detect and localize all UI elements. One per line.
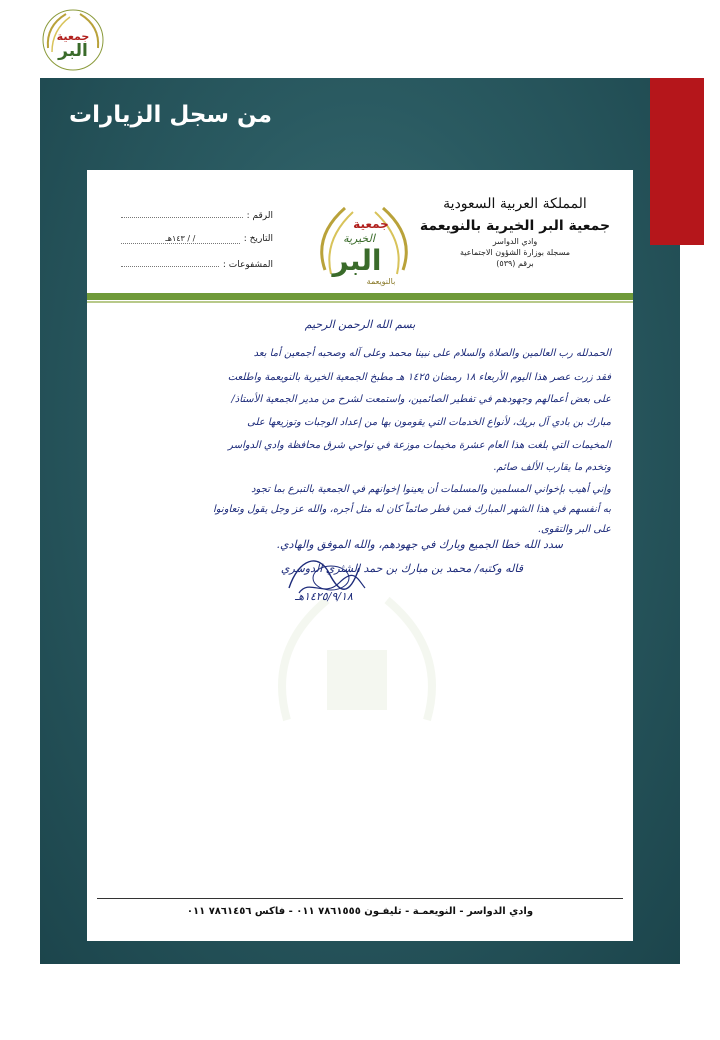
footer-divider: [97, 898, 623, 899]
field-attachments: المشفوعات :: [121, 257, 273, 270]
letter-signer: قاله وكتبه/ محمد بن مبارك بن حمد الشثري الدوسري: [280, 562, 523, 575]
letter-line: الحمدلله رب العالمين والصلاة والسلام على نبينا محمد وعلى آله وصحبه أجمعين أما بعد: [253, 348, 611, 359]
letter-line: وإني أهيب بإخواني المسلمين والمسلمات أن يعينوا إخوانهم في الجمعية بالتبرع بما تجود: [251, 484, 611, 495]
letter-line: على بعض أعمالهم وجهودهم في تفطير الصائمين، واستمعت لشرح من مدير الجمعية الأستاذ/: [231, 394, 611, 405]
scanned-letter: [87, 170, 633, 941]
svg-text:جمعية: جمعية: [56, 30, 90, 43]
letterhead-divider-bar: [87, 293, 633, 300]
red-accent-tab: [650, 78, 704, 245]
signature-date: ١٤٢٥/٩/١٨هـ: [295, 590, 353, 603]
svg-text:البر: البر: [58, 41, 88, 61]
letterhead-divider-line: [87, 301, 633, 303]
letter-line: على البر والتقوى.: [537, 524, 611, 535]
watermark-logo-icon: [257, 590, 457, 740]
registration-number: برقم (٥٣٩): [496, 259, 534, 268]
region-name: وادي الدواسر: [492, 237, 538, 246]
letter-closing: سدد الله خطا الجميع وبارك في جهودهم، والله الموفق والهادي.: [276, 538, 563, 551]
letter-line: المخيمات التي بلغت هذا العام عشرة مخيمات موزعة في نواحي شرق محافظة وادي الدواسر: [228, 440, 611, 451]
slide-title: من سجل الزيارات: [68, 102, 272, 128]
basmala: بسم الله الرحمن الرحيم: [304, 318, 416, 331]
letter-line: به أنفسهم في هذا الشهر المبارك فمن فطر صائماً كان له مثل أجره، والله عز وجل يقول وتعاونوا: [212, 504, 611, 515]
footer-contact: وادي الدواسر - النويعمـة - تليفـون ٧٨٦١٥٥٥ ٠١١ - فاكس ٧٨٦١٤٥٦ ٠١١: [186, 906, 534, 917]
letterhead-fields: [121, 208, 273, 283]
registration-line: مسجلة بوزارة الشؤون الاجتماعية: [459, 248, 570, 257]
svg-text:بالنويعمة: بالنويعمة: [366, 277, 396, 286]
field-date: التاريخ : / / ١٤٣هـ: [121, 234, 273, 244]
kingdom-name: المملكة العربية السعودية: [443, 196, 587, 212]
svg-text:جمعية: جمعية: [353, 217, 389, 231]
albir-letterhead-logo-icon: [309, 200, 419, 292]
albir-logo-icon: [38, 8, 108, 72]
letterhead-org-block: [415, 196, 615, 268]
field-number: الرقم :: [121, 208, 273, 221]
svg-text:الخيرية: الخيرية: [343, 232, 375, 245]
svg-text:البر: البر: [332, 244, 382, 277]
letter-line: مبارك بن بادي آل بريك، لأنواع الخدمات التي يقومون بها من إعداد الوجبات وتوزيعها على: [247, 417, 611, 428]
letter-line: وتخدم ما يقارب الألف صائم.: [493, 462, 611, 473]
letter-line: فقد زرت عصر هذا اليوم الأربعاء ١٨ رمضان ١٤٢٥ هـ مطبخ الجمعية الخيرية بالنويعمة واطلعت: [227, 372, 611, 383]
organization-name: جمعية البر الخيرية بالنويعمة: [419, 218, 611, 234]
